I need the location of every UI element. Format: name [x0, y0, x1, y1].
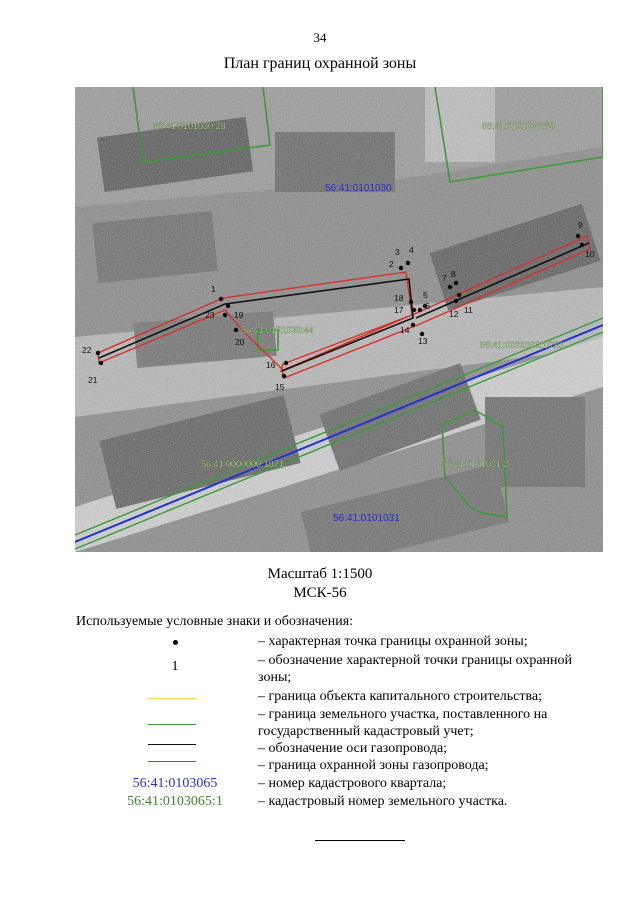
- svg-text:56:41:0101030: 56:41:0101030: [325, 183, 392, 194]
- legend-symbol-parcel: 56:41:0103065:1: [127, 794, 223, 809]
- svg-text:56:41:0000000:1030: 56:41:0000000:1030: [480, 340, 563, 350]
- green-line-icon: [148, 724, 196, 725]
- footer-divider: [315, 840, 405, 841]
- legend-description: – граница земельного участка, поставленного на государственный кадастровый учет;: [258, 707, 548, 739]
- svg-text:6: 6: [425, 301, 430, 311]
- legend-description: – обозначение характерной точки границы охранной зоны;: [258, 653, 573, 685]
- svg-text:19: 19: [234, 310, 244, 320]
- coordinate-system: МСК-56: [293, 585, 347, 601]
- svg-text:4: 4: [409, 245, 414, 255]
- svg-text:56:41:0101031:2: 56:41:0101031:2: [441, 459, 509, 469]
- legend-description: – характерная точка границы охранной зоны;: [258, 634, 528, 649]
- black-line-icon: [148, 744, 196, 745]
- legend-description: – кадастровый номер земельного участка.: [258, 794, 508, 809]
- svg-text:12: 12: [449, 309, 459, 319]
- svg-text:9: 9: [578, 220, 583, 230]
- legend-description: – номер кадастрового квартала;: [258, 776, 447, 791]
- svg-text:56:41:0101030:69: 56:41:0101030:69: [482, 121, 555, 131]
- legend-symbol-number: 1: [171, 659, 179, 674]
- svg-text:56:41:0101030:28: 56:41:0101030:28: [153, 121, 226, 131]
- map-canvas: [75, 87, 603, 552]
- svg-text:17: 17: [394, 305, 404, 315]
- legend-heading: Используемые условные знаки и обозначения:: [76, 614, 354, 629]
- svg-text:56:41:0101031: 56:41:0101031: [333, 513, 400, 524]
- svg-text:13: 13: [418, 336, 428, 346]
- page-number: 34: [313, 30, 327, 45]
- aerial-map: [75, 87, 603, 552]
- svg-text:10: 10: [585, 249, 595, 259]
- svg-text:8: 8: [451, 269, 456, 279]
- svg-text:21: 21: [88, 375, 98, 385]
- svg-text:7: 7: [442, 273, 447, 283]
- yellow-line-icon: [148, 698, 196, 699]
- svg-text:56:41:0101030:44: 56:41:0101030:44: [241, 325, 314, 335]
- svg-text:3: 3: [395, 247, 400, 257]
- svg-text:2: 2: [389, 259, 394, 269]
- svg-text:20: 20: [235, 337, 245, 347]
- svg-text:5: 5: [423, 290, 428, 300]
- svg-text:16: 16: [266, 360, 276, 370]
- aerial-photo: [75, 87, 603, 552]
- svg-text:1: 1: [211, 284, 216, 294]
- point-marker-icon: [173, 640, 178, 645]
- svg-text:14: 14: [400, 325, 410, 335]
- scale-block: [0, 565, 640, 603]
- scale-ratio: Масштаб 1:1500: [267, 566, 373, 582]
- svg-text:56:41:0000000:1071: 56:41:0000000:1071: [201, 459, 284, 469]
- legend-symbol-point: [110, 633, 240, 650]
- svg-text:11: 11: [464, 305, 473, 315]
- svg-text:22: 22: [82, 345, 92, 355]
- plan-title: План границ охранной зоны: [223, 55, 417, 72]
- svg-text:18: 18: [394, 293, 404, 303]
- red-line-icon: [148, 761, 196, 762]
- legend-description: – граница объекта капитального строительства;: [258, 689, 543, 704]
- svg-text:15: 15: [275, 382, 285, 392]
- legend-description: – граница охранной зоны газопровода;: [258, 758, 489, 773]
- legend-symbol-quarter: 56:41:0103065: [132, 776, 218, 791]
- svg-text:23: 23: [205, 310, 215, 320]
- legend-description: – обозначение оси газопровода;: [258, 741, 448, 756]
